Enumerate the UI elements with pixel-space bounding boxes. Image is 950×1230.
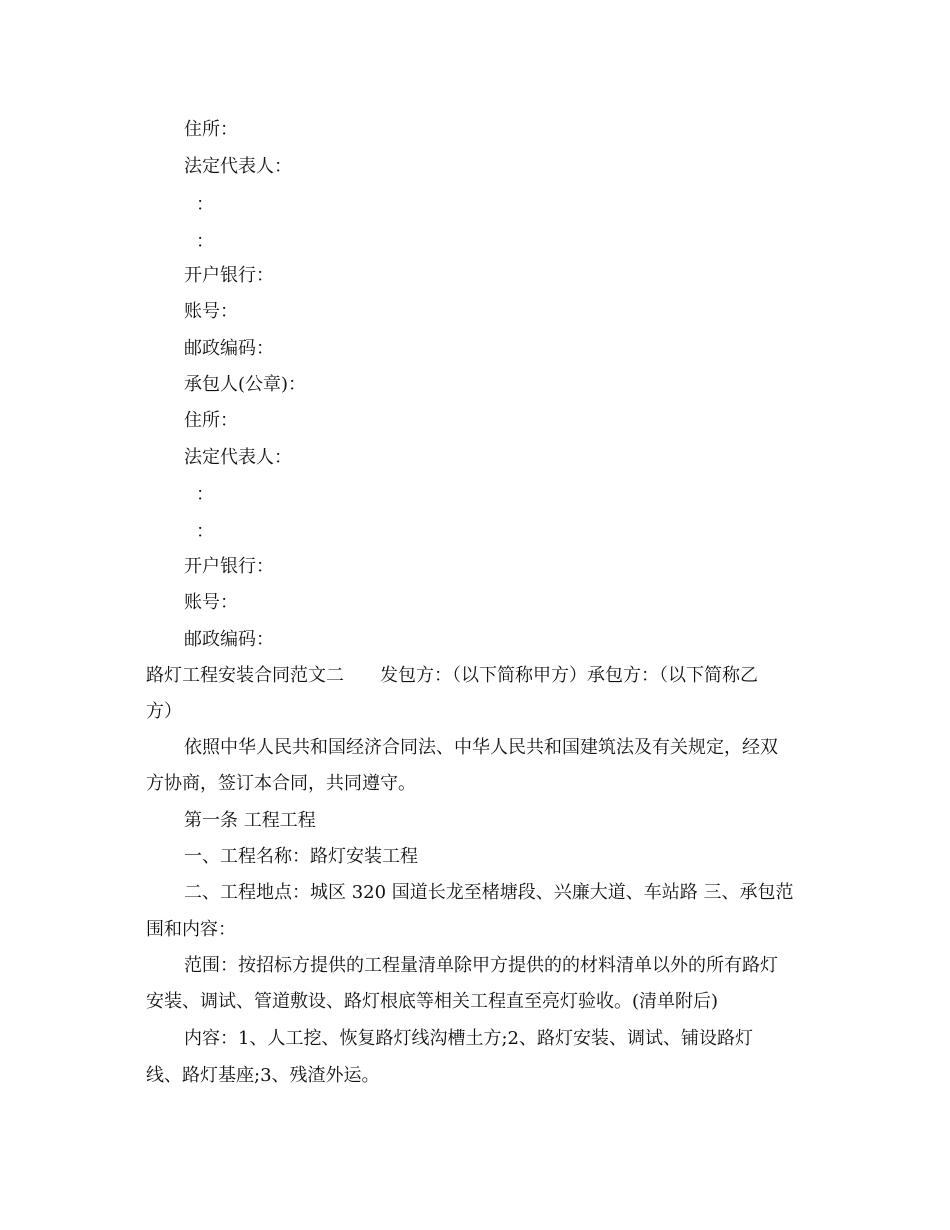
project-location-line-1: 二、工程地点：城区 320 国道长龙至楮塘段、兴廉大道、车站路 三、承包范 [184, 882, 794, 903]
contractor-legal-rep: 法定代表人： [184, 447, 292, 468]
contractor-postcode: 邮政编码： [184, 629, 274, 650]
content-line-2: 线、路灯基座;3、残渣外运。 [146, 1065, 380, 1086]
intro-line-2: 方协商，签订本合同，共同遵守。 [146, 773, 416, 794]
scope-line-2: 安装、调试、管道敷设、路灯根底等相关工程直至亮灯验收。(清单附后) [146, 991, 719, 1012]
client-address: 住所： [184, 119, 238, 140]
client-legal-rep: 法定代表人： [184, 156, 292, 177]
intro-line-1: 依照中华人民共和国经济合同法、中华人民共和国建筑法及有关规定，经双 [184, 737, 778, 758]
project-location-line-2: 围和内容： [146, 919, 236, 940]
scope-line-1: 范围：按招标方提供的工程量清单除甲方提供的的材料清单以外的所有路灯 [184, 955, 778, 976]
parties-line-1: 发包方：（以下简称甲方）承包方：（以下简称乙 [380, 665, 758, 686]
client-postcode: 邮政编码： [184, 338, 274, 359]
contract-title: 路灯工程安装合同范文二 [146, 665, 344, 686]
client-blank-2: ： [196, 231, 214, 252]
contractor-account: 账号： [184, 592, 238, 613]
project-name: 一、工程名称：路灯安装工程 [184, 846, 418, 867]
contractor-blank-2: ： [196, 521, 214, 542]
article-1-heading: 第一条 工程工程 [184, 810, 316, 831]
content-line-1: 内容：1、人工挖、恢复路灯线沟槽土方;2、路灯安装、调试、铺设路灯 [184, 1028, 753, 1049]
contract-title-line [146, 664, 758, 688]
client-account: 账号： [184, 301, 238, 322]
client-blank-1: ： [196, 194, 214, 215]
contractor-blank-1: ： [196, 484, 214, 505]
parties-line-2: 方） [146, 701, 182, 722]
client-bank: 开户银行： [184, 265, 274, 286]
contractor-seal: 承包人(公章)： [184, 374, 307, 395]
contractor-address: 住所： [184, 410, 238, 431]
contractor-bank: 开户银行： [184, 556, 274, 577]
